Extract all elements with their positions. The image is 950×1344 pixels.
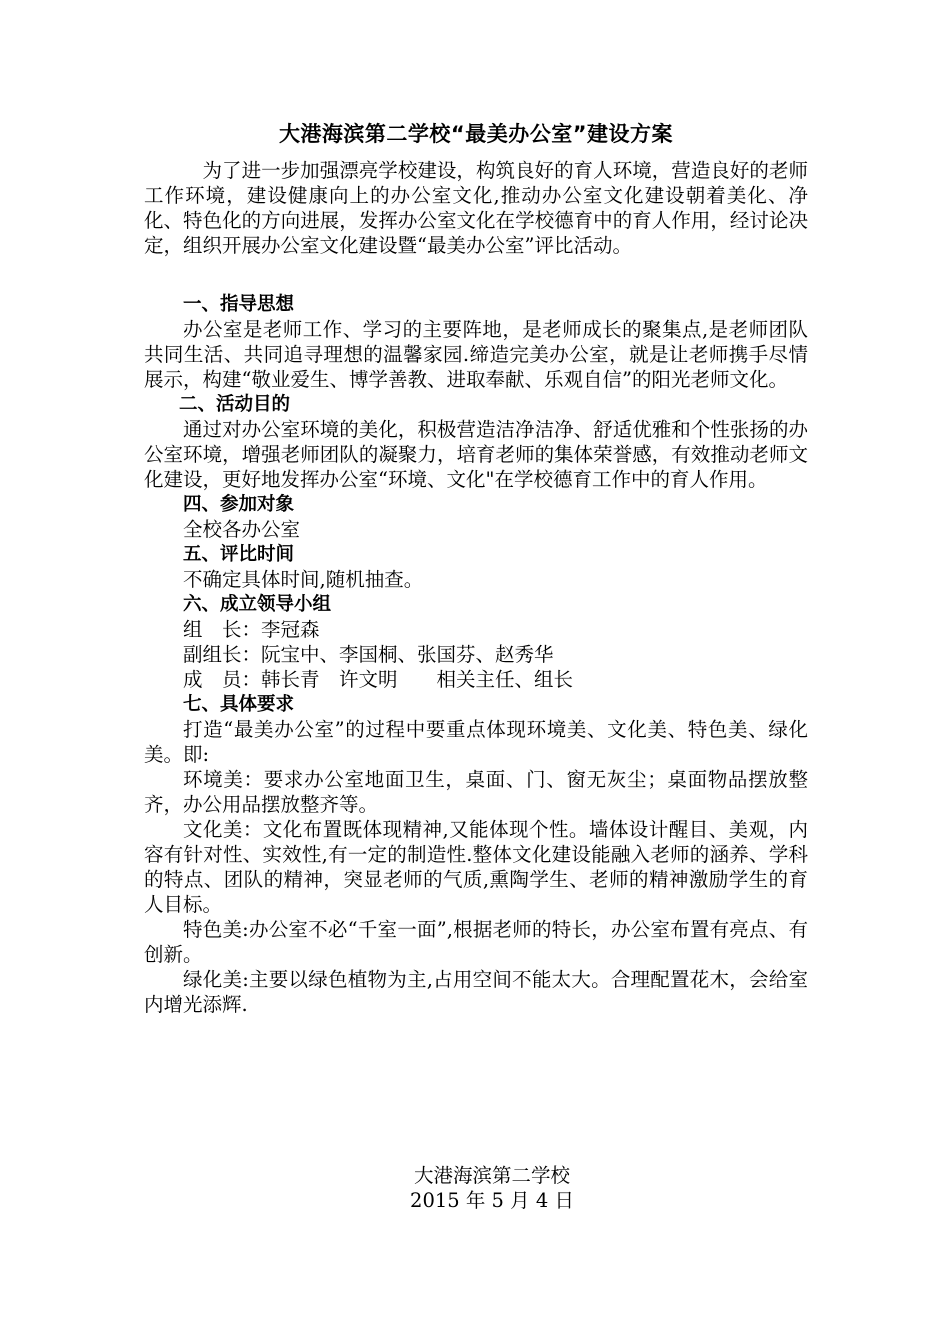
requirement-feature: 特色美:办公室不必“千室一面”,根据老师的特长，办公室布置有亮点、有创新。 <box>144 918 808 966</box>
signature-date-text: 2015 年 5 月 4 日 <box>410 1189 574 1212</box>
section-heading-leadership-group: 六、成立领导小组 <box>183 594 332 615</box>
leadership-members: 成 员：韩长青 许文明 相关主任、组长 <box>183 668 574 691</box>
section-heading-requirements: 七、具体要求 <box>183 694 295 715</box>
requirement-environment: 环境美：要求办公室地面卫生，桌面、门、窗无灰尘；桌面物品摆放整齐，办公用品摆放整齐等。 <box>144 768 808 816</box>
signature-school-text: 大港海滨第二学校 <box>413 1164 570 1187</box>
section-body-evaluation-time: 不确定具体时间,随机抽查。 <box>183 568 424 591</box>
section-heading-evaluation-time: 五、评比时间 <box>183 544 295 565</box>
document-title: 大港海滨第二学校“最美办公室”建设方案 <box>278 122 674 146</box>
intro-paragraph: 为了进一步加强漂亮学校建设，构筑良好的育人环境，营造良好的老师工作环境，建设健康向上的办公室文化,推动办公室文化建设朝着美化、净化、特色化的方向进展，发挥办公室文化在学校德育中的育人作用，经讨论决定，组织开展办公室文化建设暨“最美办公室”评比活动。 <box>144 159 808 257</box>
section-body-participants: 全校各办公室 <box>183 518 301 541</box>
spacer <box>144 258 808 283</box>
section-heading-guiding-ideas: 一、指导思想 <box>183 294 295 315</box>
section-body-guiding-ideas: 办公室是老师工作、学习的主要阵地，是老师成长的聚集点,是老师团队共同生活、共同追寻理想的温馨家园.缔造完美办公室，就是让老师携手尽情展示，构建“敬业爱生、博学善教、进取奉献、乐观自信”的阳光老师文化。 <box>144 318 808 391</box>
signature-school <box>0 1163 950 1188</box>
requirements-intro: 打造“最美办公室”的过程中要重点体现环境美、文化美、特色美、绿化美。即: <box>144 718 808 766</box>
leadership-deputy: 副组长：阮宝中、李国桐、张国芬、赵秀华 <box>183 643 554 666</box>
section-heading-purpose: 二、活动目的 <box>179 394 291 415</box>
requirement-culture: 文化美：文化布置既体现精神,又能体现个性。墙体设计醒目、美观，内容有针对性、实效性,有一定的制造性.整体文化建设能融入老师的涵养、学科的特点、团队的精神，突显老师的气质,熏陶学生、老师的精神激励学生的育人目标。 <box>144 818 808 916</box>
signature-date <box>0 1188 950 1213</box>
leadership-leader: 组 长：李冠森 <box>183 618 320 641</box>
document-page <box>144 118 808 1017</box>
section-heading-participants: 四、参加对象 <box>183 494 295 515</box>
section-body-purpose: 通过对办公室环境的美化，积极营造洁净洁净、舒适优雅和个性张扬的办公室环境，增强老师团队的凝聚力，培育老师的集体荣誉感，有效推动老师文化建设，更好地发挥办公室“环境、文化"在学校德育工作中的育人作用。 <box>144 418 808 491</box>
requirement-greening: 绿化美:主要以绿色植物为主,占用空间不能太大。合理配置花木，会给室内增光添辉. <box>144 968 808 1016</box>
